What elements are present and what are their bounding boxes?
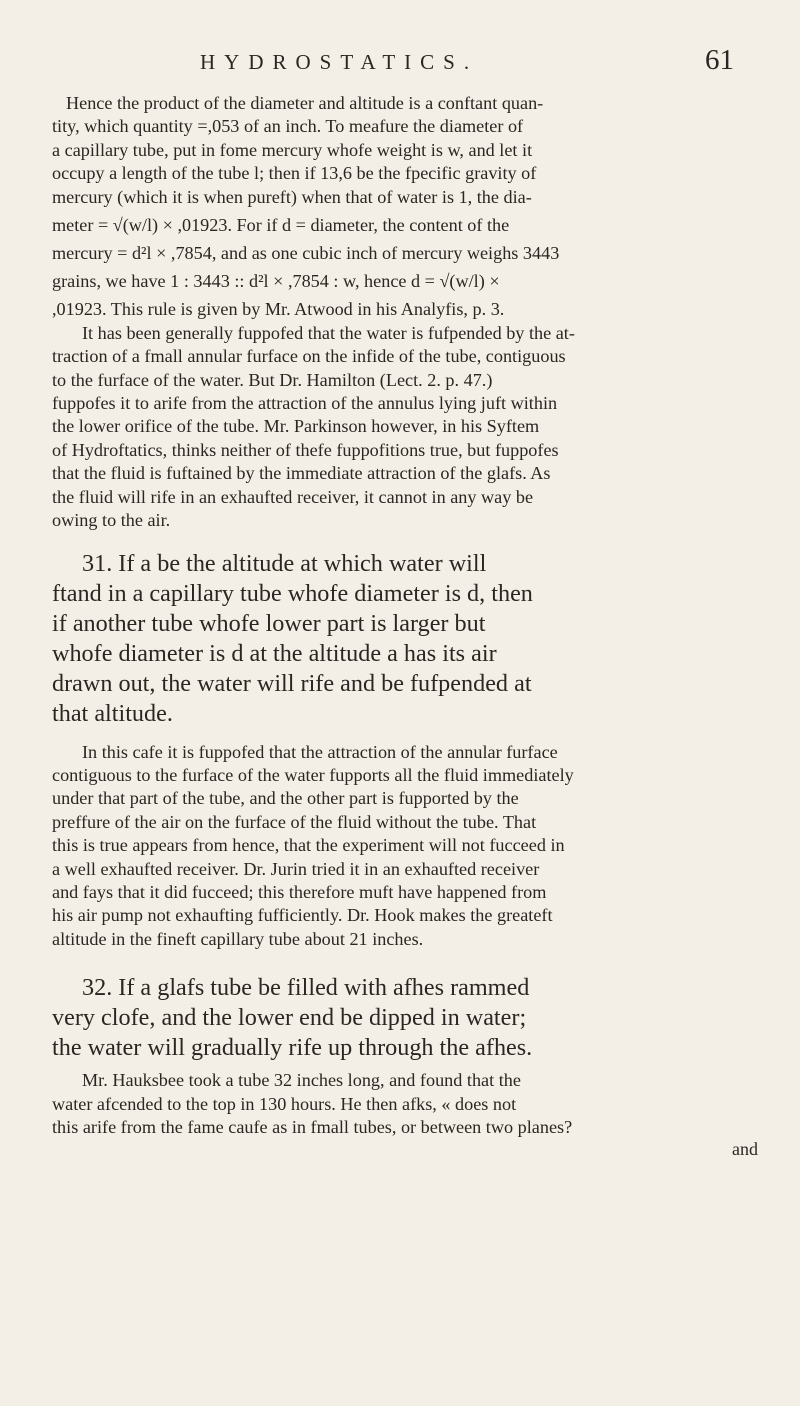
text-line: 31. If a be the altitude at which water will [82,549,487,577]
paragraph-hauksbee [52,1069,758,1139]
text-line: occupy a length of the tube l; then if 13,6 be the fpecific gravity of [52,163,537,184]
formula-line: grains, we have 1 : 3443 :: d²l × ,7854 : w, hence d = √(w/l) × [52,271,500,292]
text-line: fuppofes it to arife from the attraction of the annulus lying juft within [52,393,558,414]
paragraph-annular-surface [52,741,758,952]
text-line: mercury = d²l × ,7854, and as one cubic inch of mercury weighs 3443 [52,243,560,264]
text-line: Hence the product of the diameter and altitude is a conftant quan- [66,93,544,113]
text-line: this is true appears from hence, that the experiment will not fucceed in [52,835,565,856]
text-line: water afcended to the top in 130 hours. He then afks, « does not [52,1093,517,1114]
text-line: It has been generally fuppofed that the water is fufpended by the at- [82,322,575,343]
text-line: a well exhaufted receiver. Dr. Jurin tried it in an exhaufted receiver [52,858,540,879]
text-line: very clofe, and the lower end be dipped in water; [52,1004,527,1032]
page-header [0,44,800,94]
catchword: and [732,1139,758,1160]
text-line: ,01923. This rule is given by Mr. Atwood in his Analyfis, p. 3. [52,299,505,320]
text-line: 32. If a glafs tube be filled with afhes rammed [82,974,530,1002]
text-line: Mr. Hauksbee took a tube 32 inches long, and found that the [82,1070,521,1091]
text-line: mercury (which it is when pureft) when that of water is 1, the dia- [52,186,532,207]
text-line: under that part of the tube, and the other part is fupported by the [52,788,519,809]
text-line: tity, which quantity =,053 of an inch. To meafure the diameter of [52,116,524,137]
text-line: a capillary tube, put in fome mercury whofe weight is w, and let it [52,139,533,160]
page-body [52,92,758,1160]
text-line: if another tube whofe lower part is larger but [52,609,486,637]
formula-line: meter = √(w/l) × ,01923. For if d = diameter, the content of the [52,215,510,236]
text-line: the water will gradually rife up through the afhes. [52,1034,533,1062]
text-line: his air pump not exhaufting fufficiently. Dr. Hook makes the greateft [52,905,553,926]
text-line: the fluid will rife in an exhaufted receiver, it cannot in any way be [52,486,534,507]
text-line: that the fluid is fuftained by the immediate attraction of the glafs. As [52,463,551,484]
text-line: the lower orifice of the tube. Mr. Parkinson however, in his Syftem [52,416,540,437]
text-line: to the furface of the water. But Dr. Hamilton (Lect. 2. p. 47.) [52,369,493,390]
text-line: whofe diameter is d at the altitude a has its air [52,639,497,667]
text-line: drawn out, the water will rife and be fufpended at [52,669,532,697]
paragraph-suspension-theories [52,322,758,533]
page-number: 61 [705,44,734,76]
text-line: this arife from the fame caufe as in fmall tubes, or between two planes? [52,1116,573,1137]
text-line: traction of a fmall annular furface on the infide of the tube, contiguous [52,346,566,367]
text-line: owing to the air. [52,510,171,531]
proposition-31 [52,549,758,729]
text-line: altitude in the fineft capillary tube about 21 inches. [52,928,424,949]
proposition-32 [52,973,758,1063]
text-line: preffure of the air on the furface of the fluid without the tube. That [52,811,537,832]
text-line: of Hydroftatics, thinks neither of thefe fuppofitions true, but fuppofes [52,439,559,460]
running-title: HYDROSTATICS. [200,50,479,74]
text-line: contiguous to the furface of the water fupports all the fluid immediately [52,764,574,785]
text-line: and fays that it did fucceed; this therefore muft have happened from [52,881,547,902]
text-line: that altitude. [52,699,173,727]
text-line: In this cafe it is fuppofed that the attraction of the annular furface [82,741,558,762]
paragraph-capillary-measure [52,92,758,322]
text-line: ftand in a capillary tube whofe diameter is d, then [52,579,533,607]
